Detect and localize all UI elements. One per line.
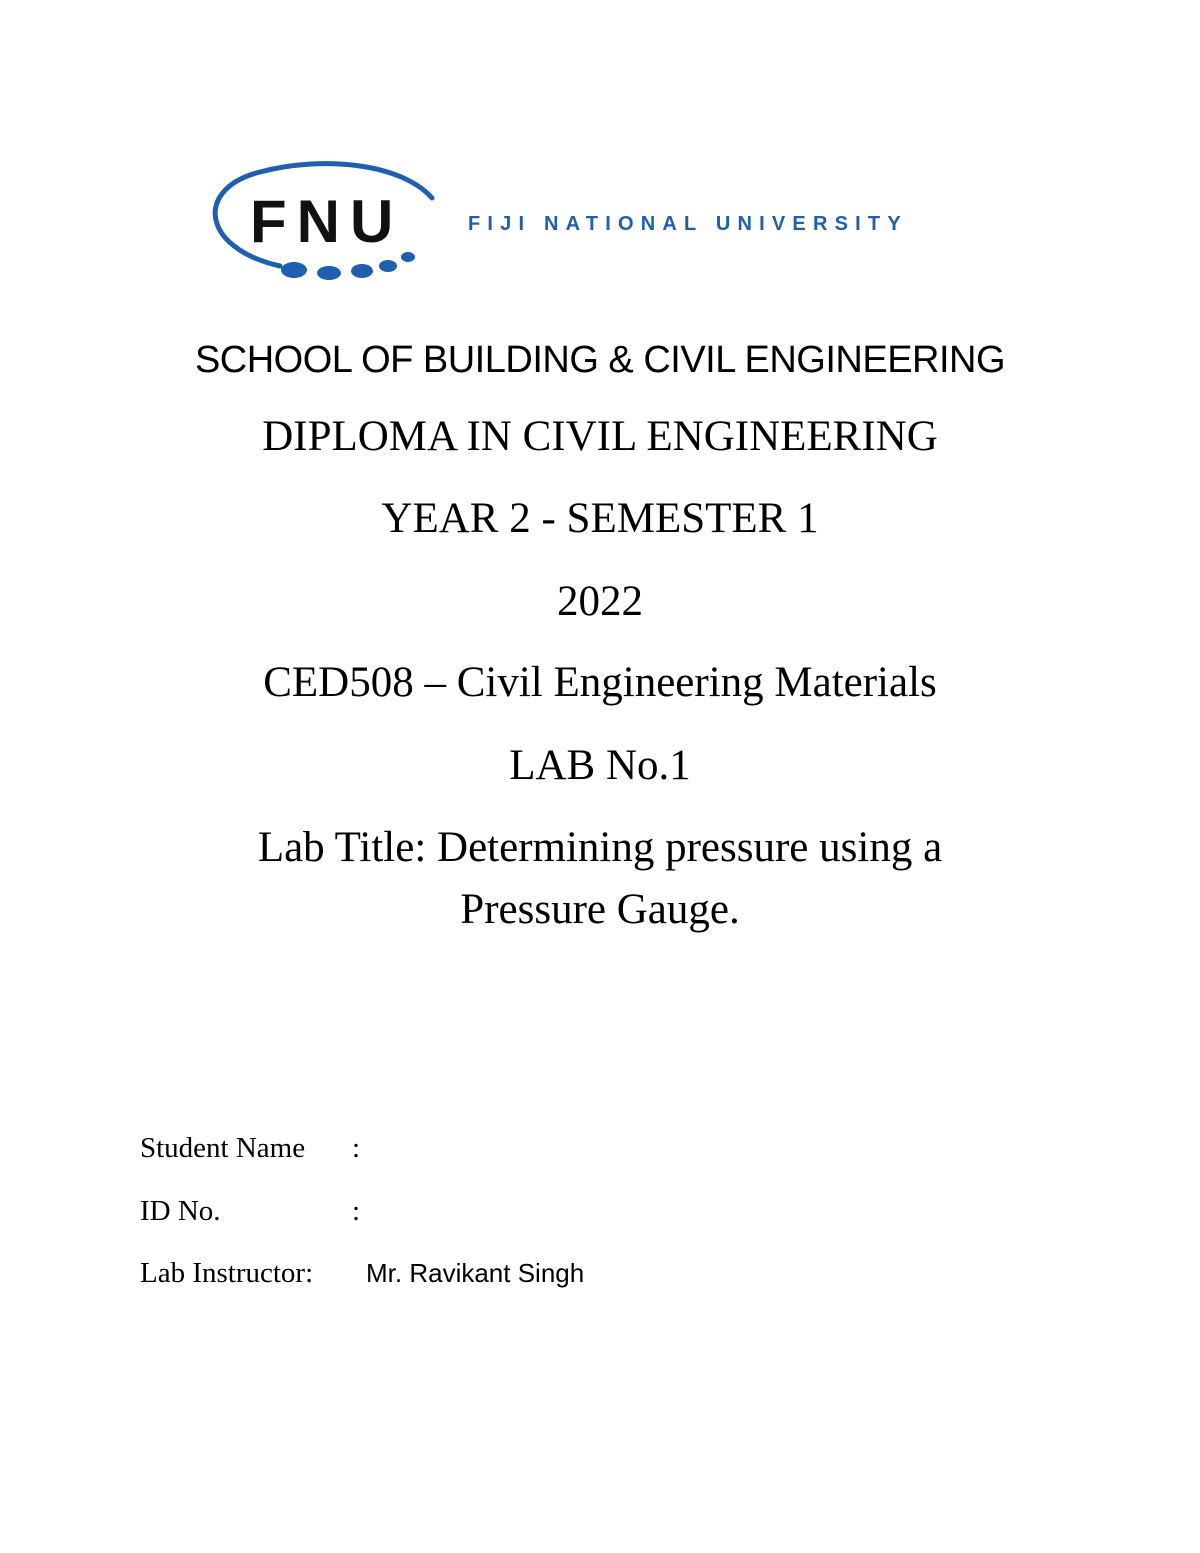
id-colon: :: [352, 1195, 361, 1227]
logo-dot: [317, 266, 341, 280]
logo-dot: [281, 262, 307, 278]
fnu-logo: [200, 158, 1020, 288]
lab-title-line-1: Lab Title: Determining pressure using a: [257, 824, 943, 871]
lab-number: LAB No.1: [509, 742, 691, 789]
student-name-label: Student Name: [140, 1132, 306, 1164]
year: 2022: [557, 578, 643, 625]
student-name-colon: :: [352, 1132, 361, 1164]
logo-dot: [351, 264, 373, 278]
term: YEAR 2 - SEMESTER 1: [381, 495, 819, 542]
school-name: SCHOOL OF BUILDING & CIVIL ENGINEERING: [194, 339, 1006, 381]
instructor-value: Mr. Ravikant Singh: [366, 1258, 585, 1288]
course-title: CED508 – Civil Engineering Materials: [263, 659, 937, 706]
instructor-label: Lab Instructor:: [140, 1257, 314, 1289]
logo-abbreviation: FNU: [250, 188, 404, 255]
lab-title-line-2: Pressure Gauge.: [460, 886, 740, 933]
logo-full-name: FIJI NATIONAL UNIVERSITY: [468, 213, 908, 235]
programme-name: DIPLOMA IN CIVIL ENGINEERING: [262, 413, 938, 460]
logo-dot: [379, 260, 397, 272]
id-label: ID No.: [140, 1195, 221, 1227]
